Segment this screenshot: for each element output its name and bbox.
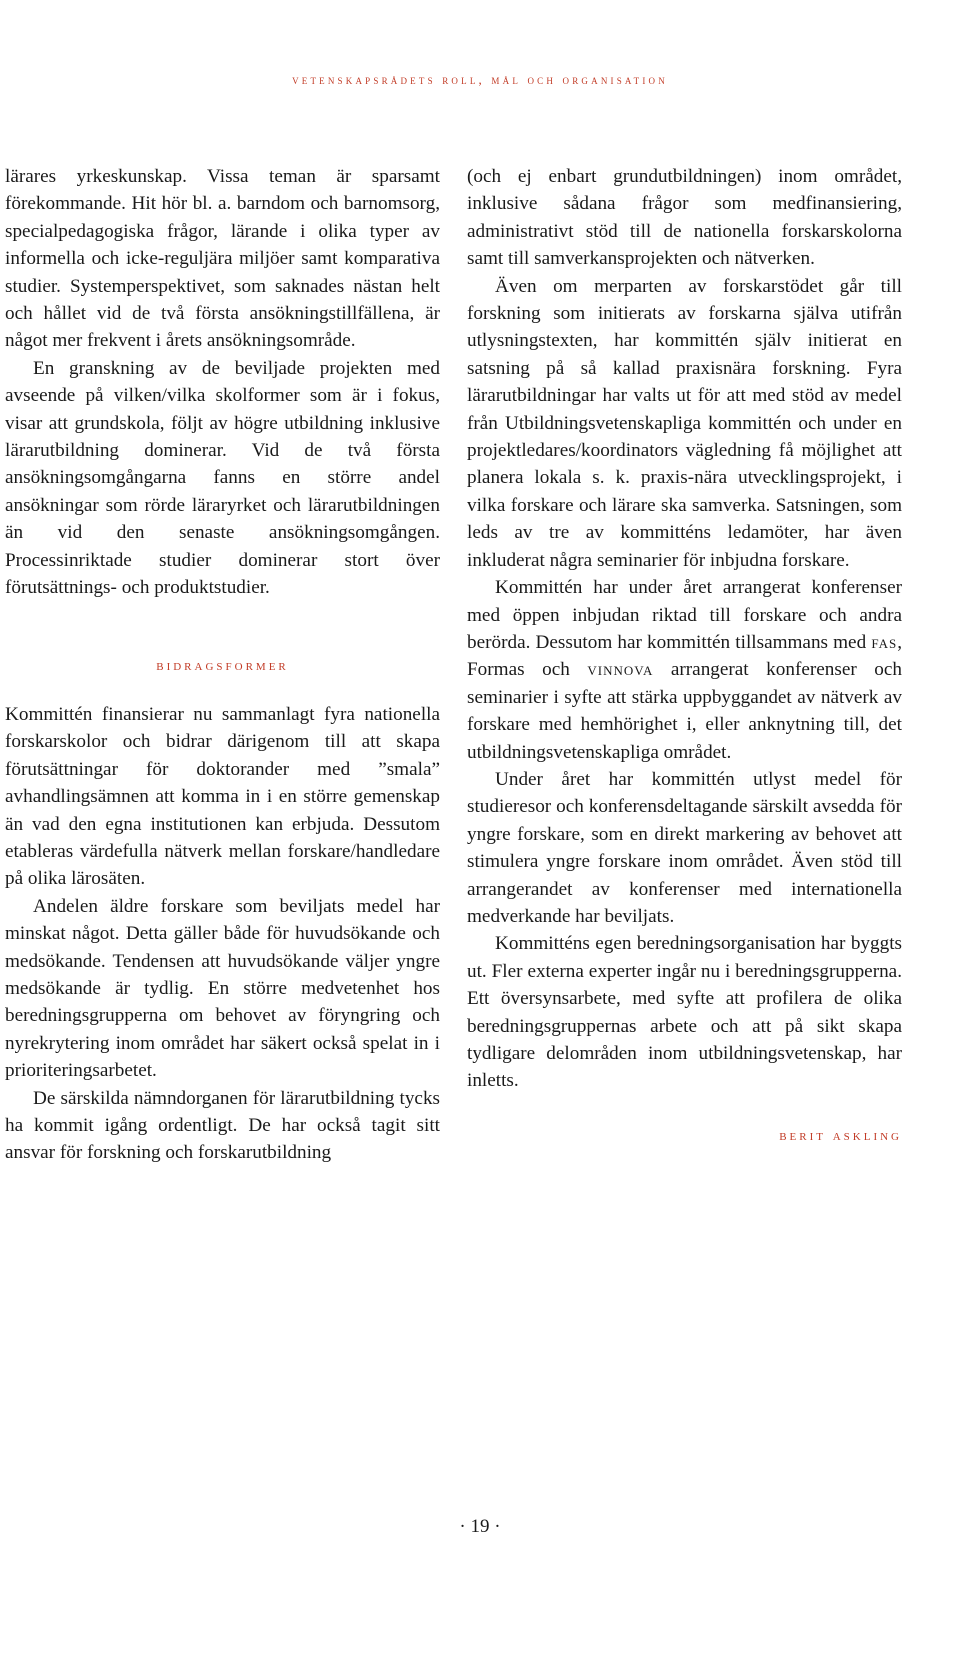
right-column: [467, 163, 902, 1150]
paragraph: Även om merparten av forskarstödet går till forskning som initierats av forskarna själva utifrån utlysningstexten, har kommittén själv initierat en satsning på så kallad praxisnära forskning. Fyra lärarutbildningar har valts ut för att med stöd av medel från Utbildningsvetenskapliga kommittén och under en projektledares/koordinators vägledning få möjlighet att planera lokala s. k. praxis-nära utvecklingsprojekt, i vilka forskare och lärare ska samverka. Satsningen, som leds av tre av kommitténs ledamöter, har även inkluderat några seminarier för inbjudna forskare.: [467, 275, 902, 571]
paragraph-text: Kommittén har under året arrangerat konferenser med öppen inbjudan riktad till forskare och andra berörda. Dessutom har kommittén tillsammans med: [467, 577, 902, 653]
paragraph: Andelen äldre forskare som beviljats medel har minskat något. Detta gäller både för huvudsökande och medsökande. Tendensen att huvudsökande väljer yngre medsökande är tydlig. En större medvetenhet hos beredningsgrupperna om behovet av föryngring och nyrekrytering inom området har säkert också spelat in i prioriteringsarbetet.: [5, 895, 440, 1082]
paragraph: De särskilda nämndorganen för lärarutbildning tycks ha kommit igång ordentligt. De har också tagit sitt ansvar för forskning och forskarutbildning: [5, 1087, 440, 1164]
abbreviation-vinnova: vinnova: [587, 659, 654, 681]
paragraph: En granskning av de beviljade projekten med avseende på vilken/vilka skolformer som är i fokus, visar att grundskola, följt av högre utbildning inklusive lärarutbildning dominerar. Vid de två första ansökningsomgångarna fanns en större andel ansökningar som rörde läraryrket och lärarutbildningen än vid den senaste ansökningsomgången. Processinriktade studier dominerar stort över förutsättnings- och produktstudier.: [5, 357, 440, 599]
abbreviation-fas: fas: [871, 631, 898, 653]
left-column: [5, 163, 440, 1167]
paragraph-text: , Formas och: [467, 631, 902, 681]
running-head: vetenskapsrådets roll, mål och organisation: [292, 72, 668, 87]
paragraph: Kommitténs egen beredningsorganisation har byggts ut. Fler externa experter ingår nu i beredningsgrupperna. Ett översynsarbete, med syfte att profilera de olika beredningsgruppernas arbete och att på sikt skapa tydligare delområden inom utbildningsvetenskap, har inletts.: [467, 933, 902, 1092]
section-heading: bidragsformer: [156, 656, 289, 674]
page-number: · 19 ·: [459, 1516, 501, 1537]
paragraph: Under året har kommittén utlyst medel för studieresor och konferensdeltagande särskilt avsedda för yngre forskare, som en direkt markering av behovet att stimulera yngre forskare inom området. Även stöd till arrangerandet av konferenser med internationella medverkande har beviljats.: [467, 768, 902, 927]
author-signature: berit askling: [779, 1127, 902, 1144]
paragraph: lärares yrkeskunskap. Vissa teman är sparsamt förekommande. Hit hör bl. a. barndom och barnomsorg, specialpedagogiska frågor, lärande i olika typer av informella och icke-reguljära miljöer samt komparativa studier. Systemperspektivet, som saknades nästan helt och hållet vid de två första ansökningstillfällena, är något mer frekvent i årets ansökningsområde.: [5, 166, 440, 352]
paragraph: Kommittén finansierar nu sammanlagt fyra nationella forskarskolor och bidrar därigenom till att skapa förutsättningar för doktorander med ”smala” avhandlingsämnen att komma in i en större gemenskap än vad den egna institutionen kan erbjuda. Dessutom etableras värdefulla nätverk mellan forskare/handledare på olika lärosäten.: [5, 703, 440, 890]
paragraph: [467, 574, 902, 766]
paragraph-text: arrangerat konferenser och seminarier i syfte att stärka uppbyggandet av nätverk av forskare med hemhörighet i, eller anknytning till, det utbildningsvetenskapliga området.: [467, 659, 902, 763]
paragraph: (och ej enbart grundutbildningen) inom området, inklusive sådana frågor som medfinansiering, administrativt stöd till de nationella forskarskolorna samt till samverkansprojekten och nätverken.: [467, 166, 902, 270]
